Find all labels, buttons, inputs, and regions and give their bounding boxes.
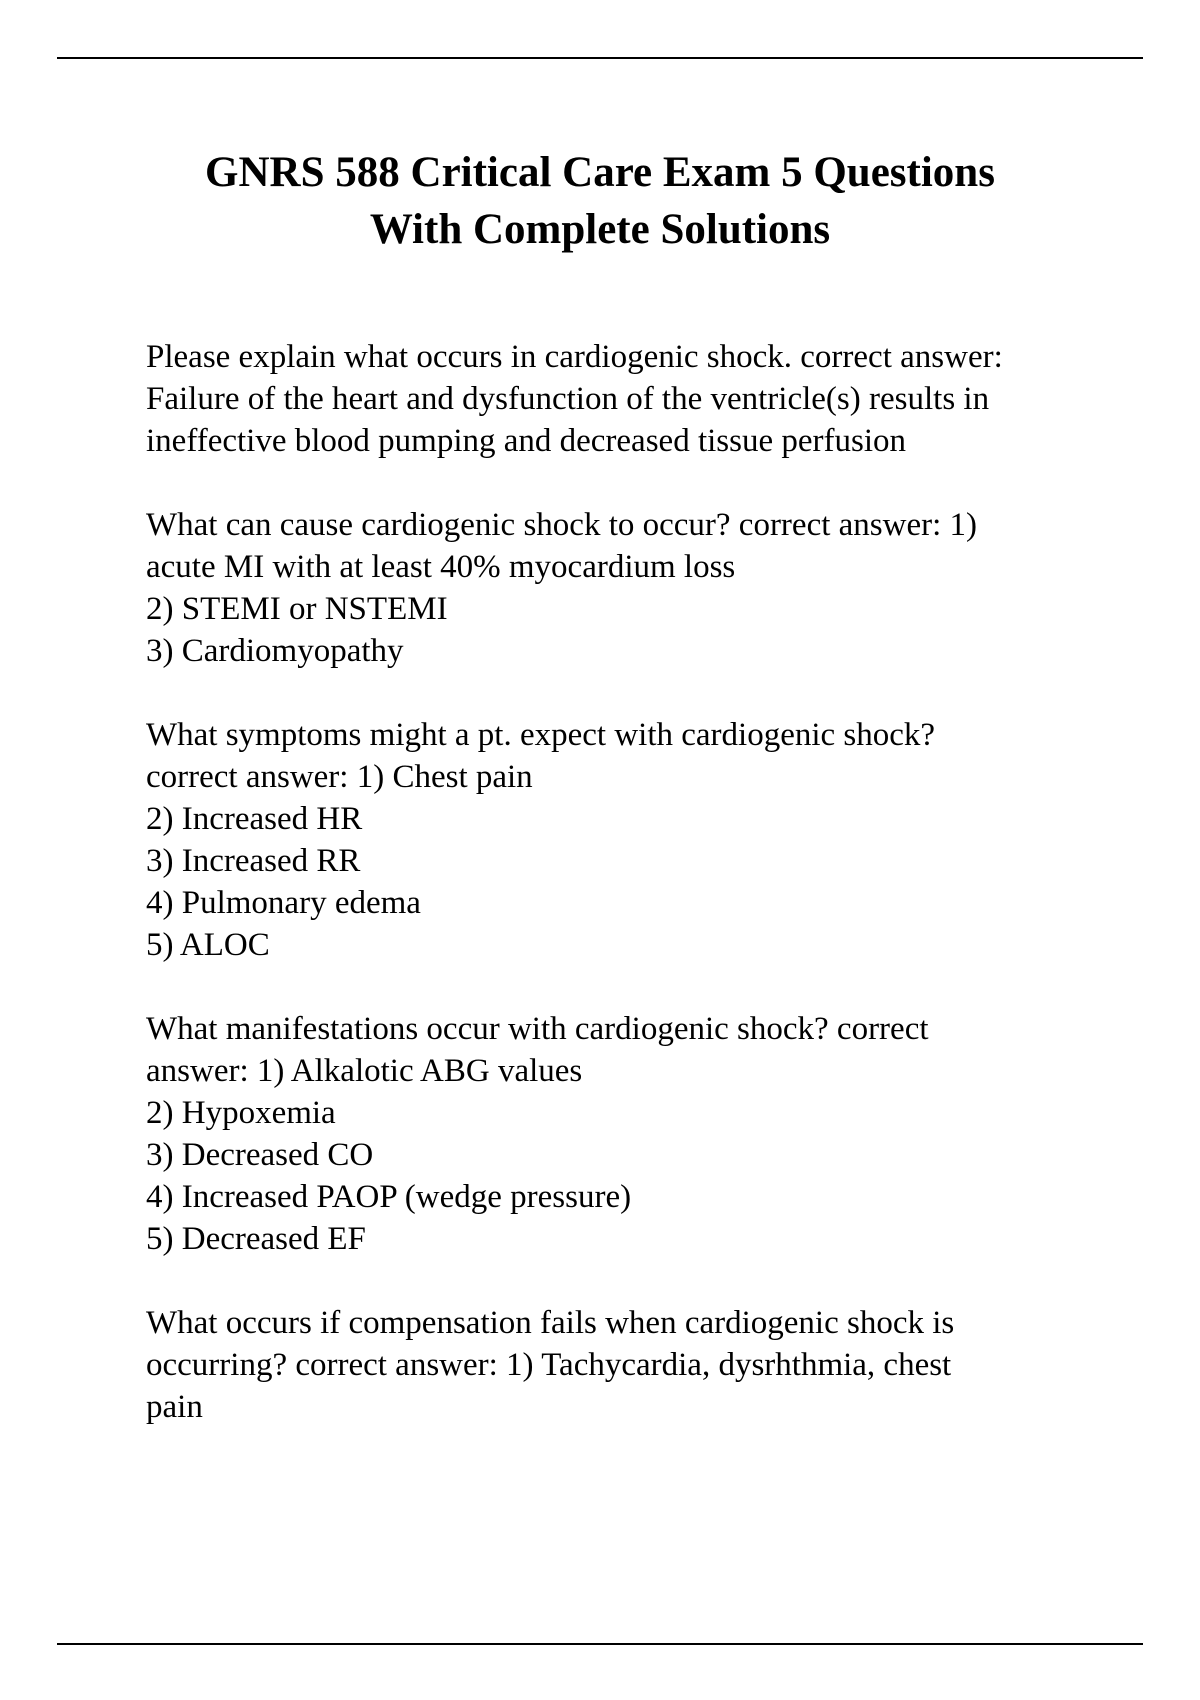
title-line: With Complete Solutions bbox=[369, 206, 831, 253]
qa-line: 2) Increased HR bbox=[146, 801, 363, 837]
qa-block-cardiogenic-shock-definition bbox=[146, 336, 1106, 462]
bottom-rule bbox=[57, 1643, 1143, 1645]
qa-block-manifestations bbox=[146, 1008, 1106, 1260]
qa-line: 4) Increased PAOP (wedge pressure) bbox=[146, 1179, 632, 1215]
qa-line: 2) STEMI or NSTEMI bbox=[146, 591, 448, 627]
qa-line: pain bbox=[146, 1389, 203, 1425]
qa-block-symptoms bbox=[146, 714, 1106, 966]
title-line: GNRS 588 Critical Care Exam 5 Questions bbox=[205, 149, 995, 196]
qa-line: answer: 1) Alkalotic ABG values bbox=[146, 1053, 583, 1089]
qa-line: acute MI with at least 40% myocardium loss bbox=[146, 549, 736, 585]
qa-block-compensation-failure bbox=[146, 1302, 1106, 1428]
qa-line: Please explain what occurs in cardiogenic shock. correct answer: bbox=[146, 339, 1003, 375]
page-title bbox=[100, 144, 1100, 258]
top-rule bbox=[57, 57, 1143, 59]
qa-line: 3) Increased RR bbox=[146, 843, 361, 879]
qa-line: occurring? correct answer: 1) Tachycardia, dysrhthmia, chest bbox=[146, 1347, 952, 1383]
qa-line: 5) ALOC bbox=[146, 927, 270, 963]
qa-line: 3) Decreased CO bbox=[146, 1137, 374, 1173]
qa-line: What symptoms might a pt. expect with cardiogenic shock? bbox=[146, 717, 936, 753]
qa-line: What can cause cardiogenic shock to occur? correct answer: 1) bbox=[146, 507, 977, 543]
qa-line: What manifestations occur with cardiogenic shock? correct bbox=[146, 1011, 929, 1047]
qa-line: 3) Cardiomyopathy bbox=[146, 633, 404, 669]
qa-line: 4) Pulmonary edema bbox=[146, 885, 421, 921]
qa-block-causes bbox=[146, 504, 1106, 672]
qa-line: 2) Hypoxemia bbox=[146, 1095, 336, 1131]
qa-line: 5) Decreased EF bbox=[146, 1221, 366, 1257]
qa-list bbox=[146, 336, 1106, 1470]
qa-line: correct answer: 1) Chest pain bbox=[146, 759, 533, 795]
qa-line: ineffective blood pumping and decreased tissue perfusion bbox=[146, 423, 906, 459]
qa-line: What occurs if compensation fails when cardiogenic shock is bbox=[146, 1305, 955, 1341]
qa-line: Failure of the heart and dysfunction of the ventricle(s) results in bbox=[146, 381, 990, 417]
